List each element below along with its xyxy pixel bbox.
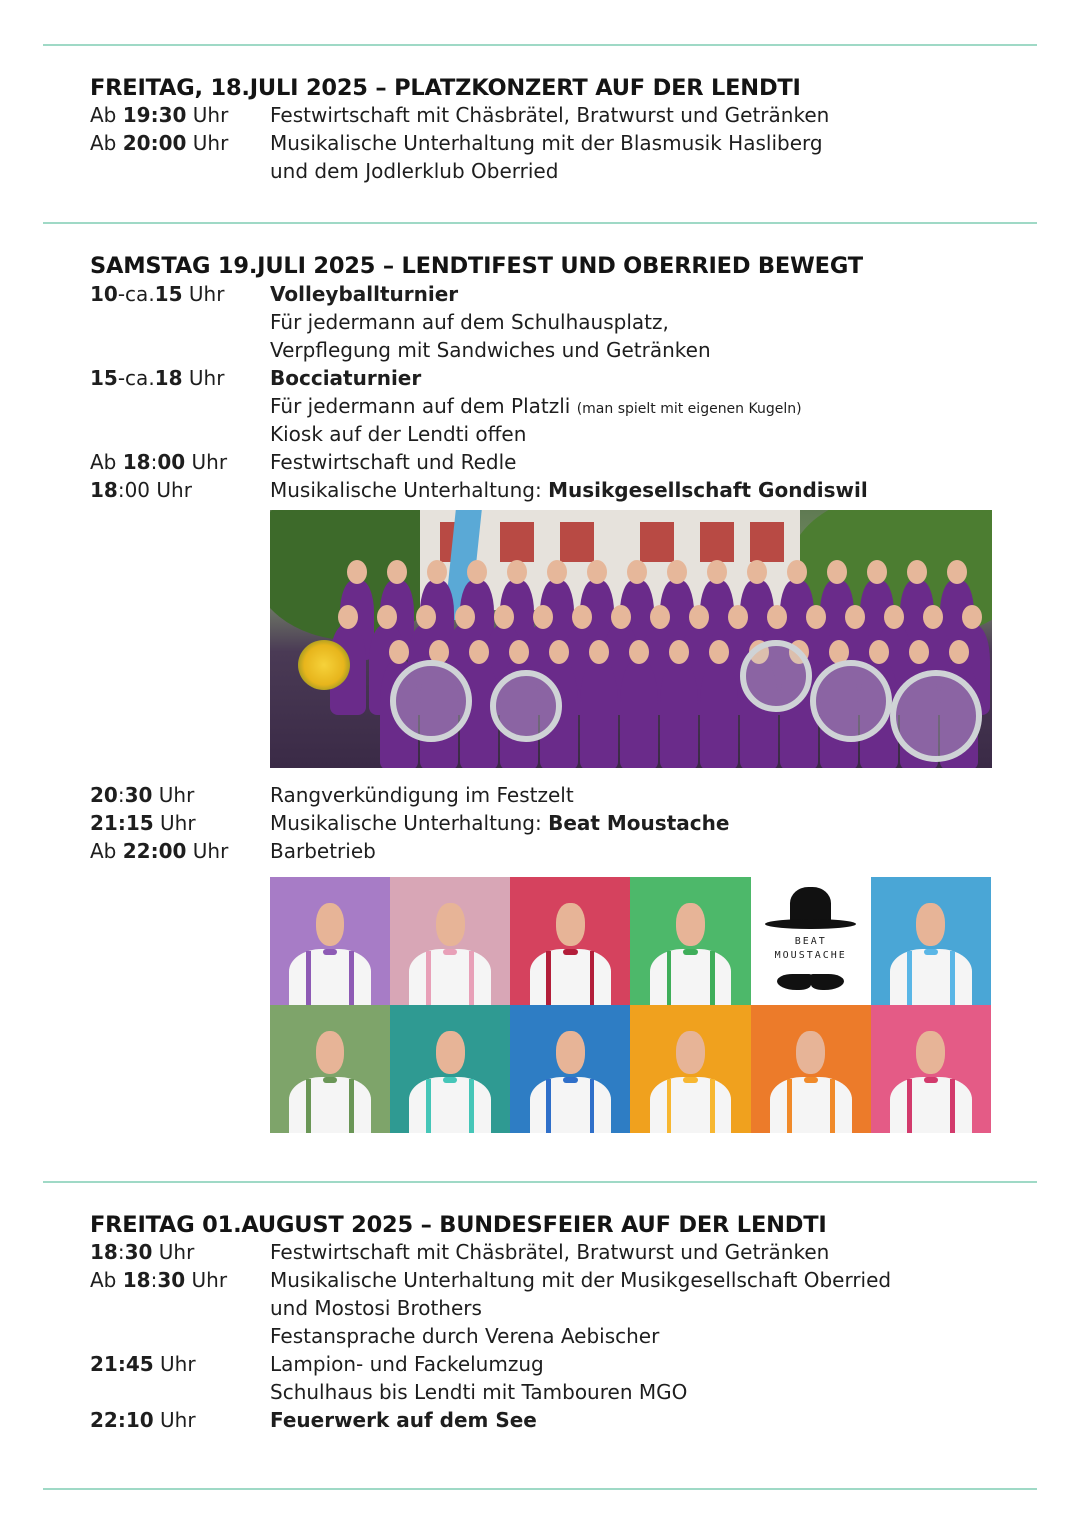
event-description: Musikalische Unterhaltung: Beat Moustache bbox=[270, 811, 730, 835]
face bbox=[916, 1031, 945, 1075]
band-member-head bbox=[455, 605, 475, 629]
divider-top bbox=[43, 44, 1037, 46]
logo-text-line1: BEAT bbox=[794, 935, 827, 947]
suspender bbox=[349, 951, 354, 1005]
section-heading-platzkonzert: FREITAG, 18.JULI 2025 – PLATZKONZERT AUF DER LENDTI bbox=[90, 75, 801, 101]
event-description: Verpflegung mit Sandwiches und Getränken bbox=[270, 338, 711, 362]
band-member-head bbox=[587, 560, 607, 584]
face bbox=[556, 903, 585, 947]
divider bbox=[43, 1181, 1037, 1183]
suspender bbox=[469, 951, 474, 1005]
time-label: 21:15 Uhr bbox=[90, 811, 196, 835]
suspender bbox=[306, 951, 311, 1005]
band-member-head bbox=[629, 640, 649, 664]
time-label: Ab 22:00 Uhr bbox=[90, 839, 229, 863]
bow-tie bbox=[323, 1077, 337, 1083]
band-member-portrait bbox=[390, 1005, 510, 1133]
band-member-head bbox=[387, 560, 407, 584]
event-description: und dem Jodlerklub Oberried bbox=[270, 159, 559, 183]
band-member-head bbox=[747, 560, 767, 584]
band-member-head bbox=[707, 560, 727, 584]
band-photo-gondiswil bbox=[270, 510, 992, 768]
time-label: 22:10 Uhr bbox=[90, 1408, 196, 1432]
suspender bbox=[710, 1079, 715, 1133]
face bbox=[796, 1031, 825, 1075]
shirt bbox=[890, 1077, 972, 1133]
section-heading-lendtifest: SAMSTAG 19.JULI 2025 – LENDTIFEST UND OBERRIED BEWEGT bbox=[90, 253, 863, 279]
band-member-head bbox=[709, 640, 729, 664]
band-member-portrait bbox=[871, 877, 991, 1005]
event-note: (man spielt mit eigenen Kugeln) bbox=[576, 401, 802, 417]
band-member-portrait bbox=[630, 1005, 750, 1133]
band-member-portrait bbox=[630, 877, 750, 1005]
event-title-boccia: Bocciaturnier bbox=[270, 366, 422, 390]
bowler-hat-brim bbox=[765, 919, 856, 929]
beat-moustache-photo-grid bbox=[270, 877, 991, 1133]
band-member-head bbox=[869, 640, 889, 664]
suspender bbox=[907, 1079, 912, 1133]
time-label: 15-ca.18 Uhr bbox=[90, 366, 225, 390]
suspender bbox=[469, 1079, 474, 1133]
band-member-head bbox=[806, 605, 826, 629]
bow-tie bbox=[804, 1077, 818, 1083]
event-description: Rangverkündigung im Festzelt bbox=[270, 783, 574, 807]
shirt bbox=[530, 949, 612, 1005]
band-member-head bbox=[509, 640, 529, 664]
divider bbox=[43, 222, 1037, 224]
band-member-portrait bbox=[751, 1005, 871, 1133]
bow-tie bbox=[443, 1077, 457, 1083]
bow-tie bbox=[563, 949, 577, 955]
bow-tie bbox=[924, 949, 938, 955]
face bbox=[916, 903, 945, 947]
band-member-head bbox=[347, 560, 367, 584]
event-description: und Mostosi Brothers bbox=[270, 1296, 482, 1320]
bow-tie bbox=[443, 949, 457, 955]
event-title-volleyball: Volleyballturnier bbox=[270, 282, 459, 306]
band-member bbox=[620, 660, 658, 768]
shirt bbox=[530, 1077, 612, 1133]
band-member-head bbox=[589, 640, 609, 664]
face bbox=[436, 1031, 465, 1075]
band-member-head bbox=[507, 560, 527, 584]
event-description: Musikalische Unterhaltung mit der Musikgesellschaft Oberried bbox=[270, 1268, 892, 1292]
band-member-head bbox=[667, 560, 687, 584]
event-description: Festansprache durch Verena Aebischer bbox=[270, 1324, 660, 1348]
band-member-head bbox=[827, 560, 847, 584]
time-label: 21:45 Uhr bbox=[90, 1352, 196, 1376]
tuba-instrument bbox=[740, 640, 812, 712]
time-label: 18:30 Uhr bbox=[90, 1240, 195, 1264]
tuba-instrument bbox=[490, 670, 562, 742]
shirt bbox=[289, 1077, 371, 1133]
band-member-head bbox=[728, 605, 748, 629]
suspender bbox=[950, 1079, 955, 1133]
suspender bbox=[710, 951, 715, 1005]
band-member-head bbox=[427, 560, 447, 584]
shirt bbox=[409, 949, 491, 1005]
time-label: 20:30 Uhr bbox=[90, 783, 195, 807]
suspender bbox=[546, 1079, 551, 1133]
logo-text-line2: MOUSTACHE bbox=[774, 949, 847, 961]
band-member-head bbox=[884, 605, 904, 629]
suspender bbox=[667, 1079, 672, 1133]
band-member-portrait bbox=[871, 1005, 991, 1133]
band-member-head bbox=[416, 605, 436, 629]
event-description: Barbetrieb bbox=[270, 839, 376, 863]
time-label: Ab 20:00 Uhr bbox=[90, 131, 229, 155]
band-member-portrait bbox=[510, 1005, 630, 1133]
event-description: Musikalische Unterhaltung: Musikgesellschaft Gondiswil bbox=[270, 478, 868, 502]
band-member-head bbox=[338, 605, 358, 629]
shirt bbox=[890, 949, 972, 1005]
event-description: Für jedermann auf dem Schulhausplatz, bbox=[270, 310, 669, 334]
band-member-head bbox=[494, 605, 514, 629]
band-member-head bbox=[389, 640, 409, 664]
band-member-head bbox=[549, 640, 569, 664]
suspender bbox=[667, 951, 672, 1005]
bow-tie bbox=[563, 1077, 577, 1083]
suspender bbox=[907, 951, 912, 1005]
suspender bbox=[830, 1079, 835, 1133]
event-description: Festwirtschaft mit Chäsbrätel, Bratwurst und Getränken bbox=[270, 103, 830, 127]
time-label: Ab 18:30 Uhr bbox=[90, 1268, 228, 1292]
band-member-head bbox=[909, 640, 929, 664]
suspender bbox=[426, 951, 431, 1005]
shirt bbox=[289, 949, 371, 1005]
suspender bbox=[306, 1079, 311, 1133]
event-description: Kiosk auf der Lendti offen bbox=[270, 422, 527, 446]
band-member-head bbox=[947, 560, 967, 584]
band-member-portrait bbox=[390, 877, 510, 1005]
band-member-head bbox=[469, 640, 489, 664]
face bbox=[316, 1031, 345, 1075]
event-description: Festwirtschaft mit Chäsbrätel, Bratwurst und Getränken bbox=[270, 1240, 830, 1264]
time-label: 18:00 Uhr bbox=[90, 478, 192, 502]
band-member-portrait bbox=[270, 1005, 390, 1133]
face bbox=[556, 1031, 585, 1075]
suspender bbox=[590, 951, 595, 1005]
band-member-head bbox=[467, 560, 487, 584]
time-label: Ab 19:30 Uhr bbox=[90, 103, 229, 127]
band-member-head bbox=[689, 605, 709, 629]
band-member bbox=[660, 660, 698, 768]
band-member-head bbox=[787, 560, 807, 584]
time-label: Ab 18:00 Uhr bbox=[90, 450, 228, 474]
bow-tie bbox=[924, 1077, 938, 1083]
band-member-head bbox=[845, 605, 865, 629]
band-member-head bbox=[669, 640, 689, 664]
band-member-head bbox=[650, 605, 670, 629]
face bbox=[676, 903, 705, 947]
suspender bbox=[546, 951, 551, 1005]
section-heading-bundesfeier: FREITAG 01.AUGUST 2025 – BUNDESFEIER AUF DER LENDTI bbox=[90, 1212, 827, 1238]
band-member-portrait bbox=[510, 877, 630, 1005]
band-member-head bbox=[962, 605, 982, 629]
shirt bbox=[650, 949, 732, 1005]
band-member-head bbox=[547, 560, 567, 584]
band-member-head bbox=[923, 605, 943, 629]
suspender bbox=[426, 1079, 431, 1133]
moustache-icon bbox=[777, 974, 844, 989]
event-description: Musikalische Unterhaltung mit der Blasmusik Hasliberg bbox=[270, 131, 823, 155]
shirt bbox=[409, 1077, 491, 1133]
tuba-instrument bbox=[890, 670, 982, 762]
band-member-portrait bbox=[270, 877, 390, 1005]
band-member bbox=[700, 660, 738, 768]
bow-tie bbox=[323, 949, 337, 955]
tuba-instrument bbox=[390, 660, 472, 742]
band-member bbox=[580, 660, 618, 768]
band-member-head bbox=[767, 605, 787, 629]
band-member-head bbox=[627, 560, 647, 584]
shirt bbox=[770, 1077, 852, 1133]
band-member-head bbox=[572, 605, 592, 629]
bow-tie bbox=[683, 949, 697, 955]
band-member-head bbox=[867, 560, 887, 584]
suspender bbox=[787, 1079, 792, 1133]
event-description: Lampion- und Fackelumzug bbox=[270, 1352, 544, 1376]
event-title-feuerwerk: Feuerwerk auf dem See bbox=[270, 1408, 537, 1432]
suspender bbox=[349, 1079, 354, 1133]
bow-tie bbox=[683, 1077, 697, 1083]
time-label: 10-ca.15 Uhr bbox=[90, 282, 225, 306]
tuba-instrument bbox=[810, 660, 892, 742]
bowler-hat-icon bbox=[790, 887, 831, 923]
beat-moustache-logo bbox=[751, 877, 871, 1005]
face bbox=[436, 903, 465, 947]
band-member-head bbox=[377, 605, 397, 629]
event-description: Festwirtschaft und Redle bbox=[270, 450, 517, 474]
face bbox=[316, 903, 345, 947]
band-member-head bbox=[533, 605, 553, 629]
suspender bbox=[590, 1079, 595, 1133]
suspender bbox=[950, 951, 955, 1005]
event-description: Für jedermann auf dem Platzli (man spielt mit eigenen Kugeln) bbox=[270, 394, 802, 418]
band-member-head bbox=[907, 560, 927, 584]
divider-bottom bbox=[43, 1488, 1037, 1490]
shirt bbox=[650, 1077, 732, 1133]
band-member-head bbox=[949, 640, 969, 664]
face bbox=[676, 1031, 705, 1075]
event-description: Schulhaus bis Lendti mit Tambouren MGO bbox=[270, 1380, 688, 1404]
band-member-head bbox=[611, 605, 631, 629]
